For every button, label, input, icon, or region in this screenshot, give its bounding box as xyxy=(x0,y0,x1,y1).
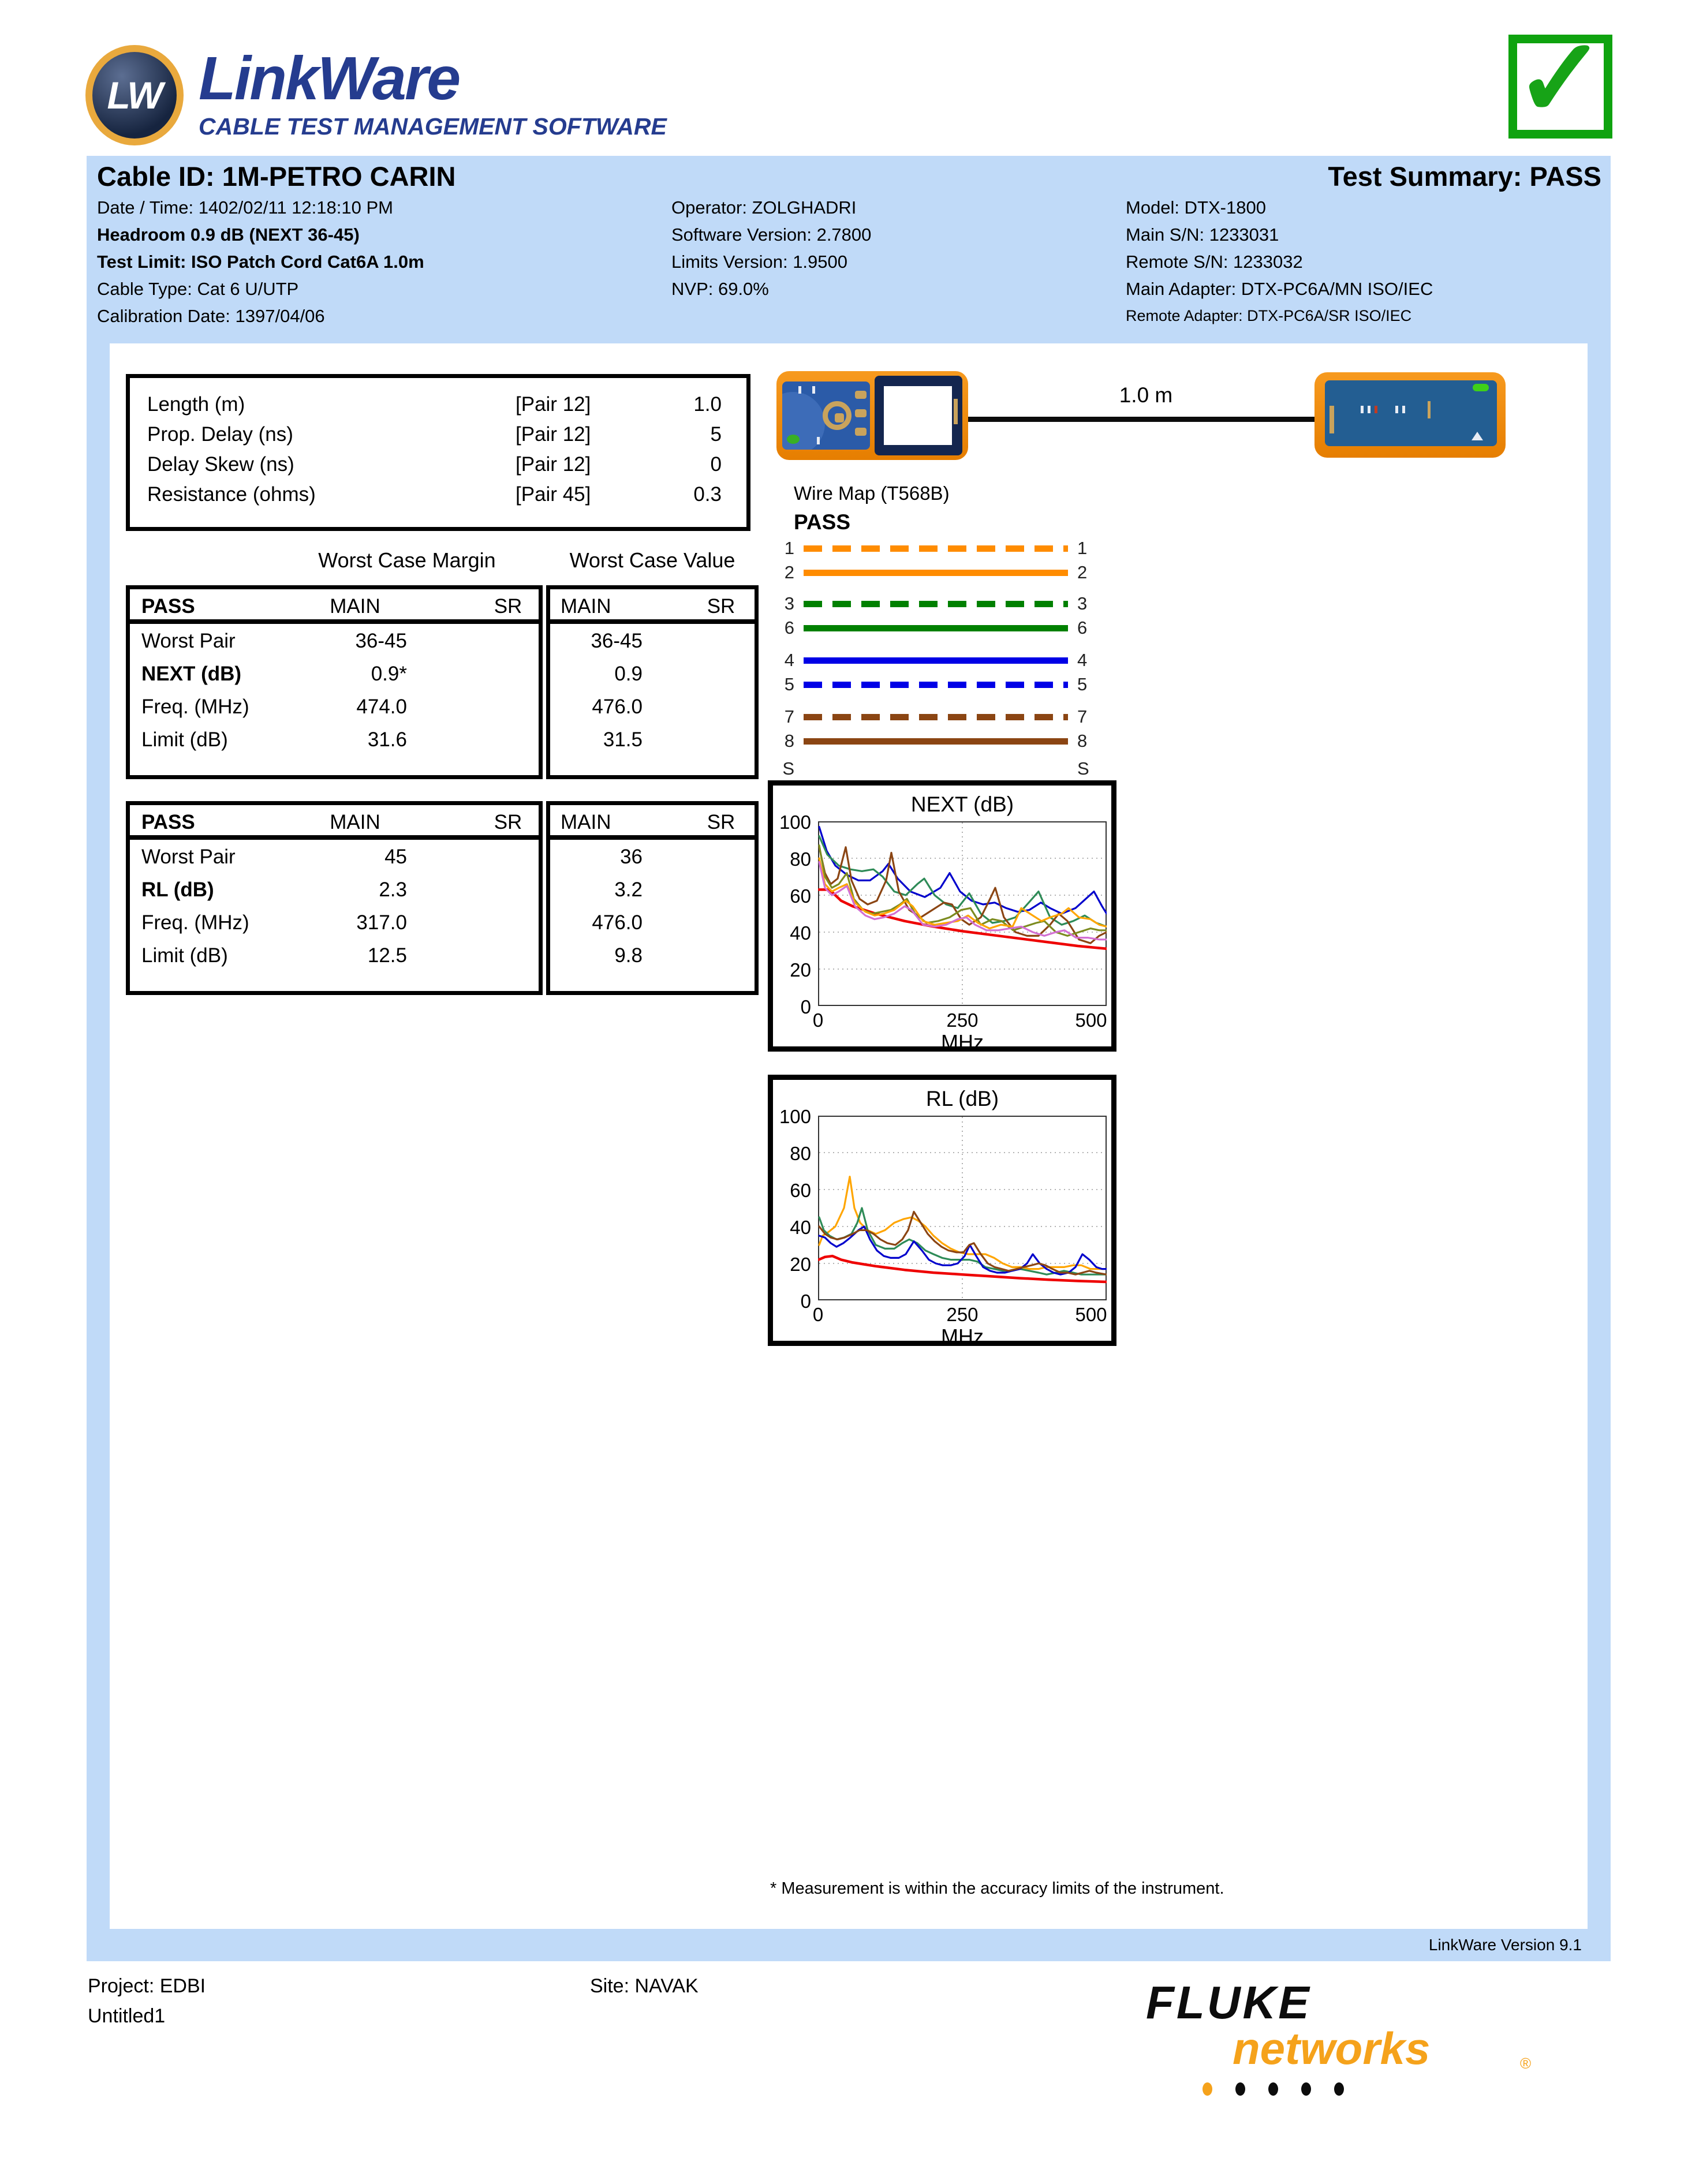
row-main: 476.0 xyxy=(592,695,643,718)
row-label: Length (m) xyxy=(147,393,245,416)
keypad-button xyxy=(855,428,867,436)
dot-icon xyxy=(1235,2082,1245,2096)
header-column-middle xyxy=(671,194,871,302)
dot-icon xyxy=(1202,2082,1212,2096)
wire-line xyxy=(804,657,1068,664)
check-glyph: ✓ xyxy=(1514,17,1607,140)
table-row xyxy=(130,423,746,453)
col-main: MAIN xyxy=(561,811,611,833)
registered-mark: ® xyxy=(1520,2055,1532,2072)
cable-type: Cable Type: Cat 6 U/UTP xyxy=(97,279,299,299)
fluke-wordmark: FLUKE xyxy=(1146,1977,1312,2028)
wiremap-shield-row xyxy=(772,758,1099,779)
wiremap-status: PASS xyxy=(794,510,851,534)
y-tick-label: 100 xyxy=(779,1106,811,1127)
table-row xyxy=(550,624,755,657)
dot-icon xyxy=(1268,2082,1278,2096)
next-value-table xyxy=(546,585,759,779)
remote-sn: Remote S/N: 1233032 xyxy=(1126,252,1303,272)
table-row xyxy=(130,483,746,513)
wire-pin-left: 7 xyxy=(784,706,794,727)
row-label: NEXT (dB) xyxy=(141,663,242,685)
x-axis-label: MHz xyxy=(941,1325,984,1348)
worst-case-value-header: Worst Case Value xyxy=(569,548,735,572)
main-tester-device xyxy=(776,371,968,460)
next-chart xyxy=(768,780,1116,1052)
x-tick-label: 500 xyxy=(1075,1304,1107,1325)
main-sn: Main S/N: 1233031 xyxy=(1126,225,1279,245)
table-header-row xyxy=(130,589,539,624)
y-tick-label: 20 xyxy=(790,1254,811,1275)
row-main: 476.0 xyxy=(592,911,643,934)
row-label: Freq. (MHz) xyxy=(141,695,249,718)
indicator-mark xyxy=(1361,406,1364,413)
status-badge: PASS xyxy=(141,595,195,618)
fluke-dots xyxy=(1202,2082,1344,2096)
power-button xyxy=(787,435,800,444)
wire-pin-left: 6 xyxy=(784,618,794,638)
col-sr: SR xyxy=(494,595,522,618)
bezel-label xyxy=(954,399,958,424)
row-label: RL (dB) xyxy=(141,878,214,901)
row-label: Resistance (ohms) xyxy=(147,483,316,506)
test-summary-title: Test Summary: PASS xyxy=(1328,161,1601,192)
wiremap-wire-row xyxy=(772,593,1099,614)
row-main: 36 xyxy=(620,846,643,868)
keypad-mark xyxy=(798,386,801,394)
site-label: Site: NAVAK xyxy=(590,1975,699,1997)
row-main: 36-45 xyxy=(591,630,643,652)
y-tick-label: 60 xyxy=(790,885,811,907)
table-row xyxy=(130,840,539,873)
row-main: 0.9 xyxy=(614,663,643,685)
col-sr: SR xyxy=(707,811,735,833)
table-row xyxy=(550,723,755,756)
wiremap-rows xyxy=(772,540,1099,777)
indicator-mark xyxy=(1395,406,1398,413)
wire-pin-right: 3 xyxy=(1077,593,1088,614)
fluke-networks-logo xyxy=(1140,1974,1544,2112)
col-sr: SR xyxy=(494,811,522,833)
no-wire-line xyxy=(804,766,1068,772)
table-row xyxy=(550,657,755,690)
wire-pin-left: 1 xyxy=(784,538,794,558)
table-row xyxy=(130,938,539,971)
y-tick-label: 100 xyxy=(779,811,811,833)
device-screen-bezel xyxy=(875,376,962,455)
wiremap-wire-row xyxy=(772,733,1099,749)
row-main: 317.0 xyxy=(356,911,407,934)
wiremap-wire-row xyxy=(772,652,1099,668)
wire-pin-right: 6 xyxy=(1077,618,1088,638)
wire-line xyxy=(804,714,1068,720)
header-column-right xyxy=(1126,194,1433,330)
wire-line xyxy=(804,570,1068,576)
wiremap-wire-row xyxy=(772,564,1099,581)
device-keypad xyxy=(782,382,870,450)
row-main: 474.0 xyxy=(356,695,407,718)
chart-title: RL (dB) xyxy=(925,1087,999,1110)
wire-pin-right: 4 xyxy=(1077,650,1088,670)
y-tick-label: 80 xyxy=(790,1143,811,1164)
row-label: Limit (dB) xyxy=(141,728,228,751)
limits-version: Limits Version: 1.9500 xyxy=(671,252,848,272)
table-row xyxy=(130,657,539,690)
row-pair: [Pair 12] xyxy=(516,423,591,446)
col-main: MAIN xyxy=(330,595,380,618)
row-pair: [Pair 45] xyxy=(516,483,591,506)
project-label: Project: EDBI xyxy=(88,1975,206,1997)
table-row xyxy=(130,624,539,657)
status-led xyxy=(1473,384,1489,391)
keypad-mark xyxy=(812,386,815,394)
dpad-icon xyxy=(823,401,852,430)
row-label: Freq. (MHz) xyxy=(141,911,249,934)
nvp: NVP: 69.0% xyxy=(671,279,769,299)
wiremap-wire-row xyxy=(772,620,1099,636)
y-tick-label: 0 xyxy=(800,996,811,1018)
rl-margin-table xyxy=(126,801,543,995)
y-tick-label: 0 xyxy=(800,1291,811,1312)
test-limit: Test Limit: ISO Patch Cord Cat6A 1.0m xyxy=(97,252,424,272)
wire-line xyxy=(804,625,1068,631)
x-axis-label: MHz xyxy=(941,1030,984,1054)
table-row xyxy=(130,393,746,423)
row-main: 3.2 xyxy=(614,878,643,901)
y-tick-label: 40 xyxy=(790,1217,811,1238)
warning-icon xyxy=(1472,432,1483,440)
linkware-badge-icon xyxy=(85,45,184,145)
rl-plot-area xyxy=(818,1116,1107,1300)
wire-line xyxy=(804,738,1068,745)
wire-pin-left: 3 xyxy=(784,593,794,614)
row-main: 12.5 xyxy=(367,944,407,967)
pass-check-icon xyxy=(1508,17,1612,140)
keypad-button xyxy=(855,409,867,417)
wire-pin-right: 5 xyxy=(1077,674,1088,694)
rl-value-table xyxy=(546,801,759,995)
table-row xyxy=(550,873,755,906)
wiremap-wire-row xyxy=(772,706,1099,727)
table-row xyxy=(550,840,755,873)
table-header-row xyxy=(550,805,755,840)
untitled-label: Untitled1 xyxy=(88,2005,166,2027)
x-tick-label: 250 xyxy=(946,1304,979,1325)
logo-text xyxy=(199,44,667,140)
row-value: 0 xyxy=(710,453,722,476)
wire-pin-left: 2 xyxy=(784,562,794,582)
row-value: 5 xyxy=(710,423,722,446)
keypad-button xyxy=(855,391,867,399)
row-pair: [Pair 12] xyxy=(516,453,591,476)
logo-title: LinkWare xyxy=(199,44,460,113)
wire-pin-right: 2 xyxy=(1077,562,1088,582)
software-version: Software Version: 2.7800 xyxy=(671,225,872,245)
wire-pin-left: 8 xyxy=(784,731,794,751)
table-row xyxy=(550,906,755,938)
row-main: 31.6 xyxy=(367,728,407,751)
row-label: Worst Pair xyxy=(141,846,236,868)
y-tick-label: 60 xyxy=(790,1180,811,1201)
indicator-mark xyxy=(1428,401,1431,418)
row-main: 36-45 xyxy=(355,630,407,652)
next-margin-table xyxy=(126,585,543,779)
row-label: Delay Skew (ns) xyxy=(147,453,294,476)
row-main: 0.9* xyxy=(371,663,407,685)
y-tick-label: 40 xyxy=(790,922,811,944)
badge-text: LW xyxy=(107,74,162,117)
table-row xyxy=(130,723,539,756)
chart-title: NEXT (dB) xyxy=(910,792,1014,816)
wire-line xyxy=(804,545,1068,552)
rl-chart xyxy=(768,1075,1116,1346)
table-row xyxy=(130,873,539,906)
networks-wordmark: networks xyxy=(1233,2023,1431,2074)
x-tick-label: 250 xyxy=(946,1009,979,1031)
wire-pin-left: 4 xyxy=(784,650,794,670)
wire-pin-right: 7 xyxy=(1077,706,1088,727)
row-label: Worst Pair xyxy=(141,630,236,652)
device-screen xyxy=(884,386,952,445)
length-results-table xyxy=(126,374,750,531)
accuracy-footnote: * Measurement is within the accuracy limits of the instrument. xyxy=(770,1879,1224,1898)
wiremap-wire-row xyxy=(772,540,1099,556)
x-tick-label: 0 xyxy=(812,1009,824,1031)
wire-line xyxy=(804,601,1068,607)
wire-pin-left: S xyxy=(782,758,794,779)
wire-pin-right: 1 xyxy=(1077,538,1088,558)
link-cable-line xyxy=(968,417,1314,422)
linkware-version-label: LinkWare Version 9.1 xyxy=(1428,1936,1582,1954)
table-row xyxy=(130,906,539,938)
link-length-label: 1.0 m xyxy=(1119,383,1173,407)
indicator-mark xyxy=(1402,406,1405,413)
remote-tester-device xyxy=(1314,372,1506,458)
indicator-mark xyxy=(1375,406,1377,413)
indicator-mark xyxy=(1368,406,1370,413)
row-pair: [Pair 12] xyxy=(516,393,591,416)
row-main: 2.3 xyxy=(379,878,407,901)
table-row xyxy=(550,690,755,723)
table-row xyxy=(130,453,746,483)
linkware-logo xyxy=(85,45,667,145)
table-header-row xyxy=(130,805,539,840)
col-main: MAIN xyxy=(330,811,380,833)
y-tick-label: 20 xyxy=(790,959,811,981)
remote-face xyxy=(1325,380,1497,446)
remote-adapter: Remote Adapter: DTX-PC6A/SR ISO/IEC xyxy=(1126,307,1412,324)
wiremap-title: Wire Map (T568B) xyxy=(794,483,950,504)
headroom: Headroom 0.9 dB (NEXT 36-45) xyxy=(97,225,360,245)
table-row xyxy=(550,938,755,971)
col-sr: SR xyxy=(707,595,735,618)
row-value: 0.3 xyxy=(693,483,722,506)
wiremap-wire-row xyxy=(772,676,1099,693)
x-tick-label: 0 xyxy=(812,1304,824,1325)
header-column-left xyxy=(97,194,424,330)
row-value: 1.0 xyxy=(693,393,722,416)
next-plot-area xyxy=(818,821,1107,1006)
row-main: 31.5 xyxy=(603,728,643,751)
main-adapter: Main Adapter: DTX-PC6A/MN ISO/IEC xyxy=(1126,279,1433,299)
y-tick-label: 80 xyxy=(790,848,811,870)
dot-icon xyxy=(1301,2082,1311,2096)
col-main: MAIN xyxy=(561,595,611,618)
wire-line xyxy=(804,682,1068,688)
operator: Operator: ZOLGHADRI xyxy=(671,197,857,218)
logo-tagline: CABLE TEST MANAGEMENT SOFTWARE xyxy=(199,113,667,140)
table-header-row xyxy=(550,589,755,624)
wire-pin-right: 8 xyxy=(1077,731,1088,751)
wire-pin-right: S xyxy=(1077,758,1089,779)
table-row xyxy=(130,690,539,723)
keypad-mark xyxy=(817,437,820,444)
status-badge: PASS xyxy=(141,811,195,833)
row-main: 45 xyxy=(384,846,407,868)
cable-id-title: Cable ID: 1M-PETRO CARIN xyxy=(97,161,456,192)
row-main: 9.8 xyxy=(614,944,643,967)
date-time: Date / Time: 1402/02/11 12:18:10 PM xyxy=(97,197,393,218)
row-label: Prop. Delay (ns) xyxy=(147,423,293,446)
remote-label xyxy=(1330,406,1334,433)
dot-icon xyxy=(1334,2082,1344,2096)
wire-pin-left: 5 xyxy=(784,674,794,694)
x-tick-label: 500 xyxy=(1075,1009,1107,1031)
worst-case-margin-header: Worst Case Margin xyxy=(318,548,496,572)
calibration-date: Calibration Date: 1397/04/06 xyxy=(97,306,325,326)
model: Model: DTX-1800 xyxy=(1126,197,1266,218)
row-label: Limit (dB) xyxy=(141,944,228,967)
